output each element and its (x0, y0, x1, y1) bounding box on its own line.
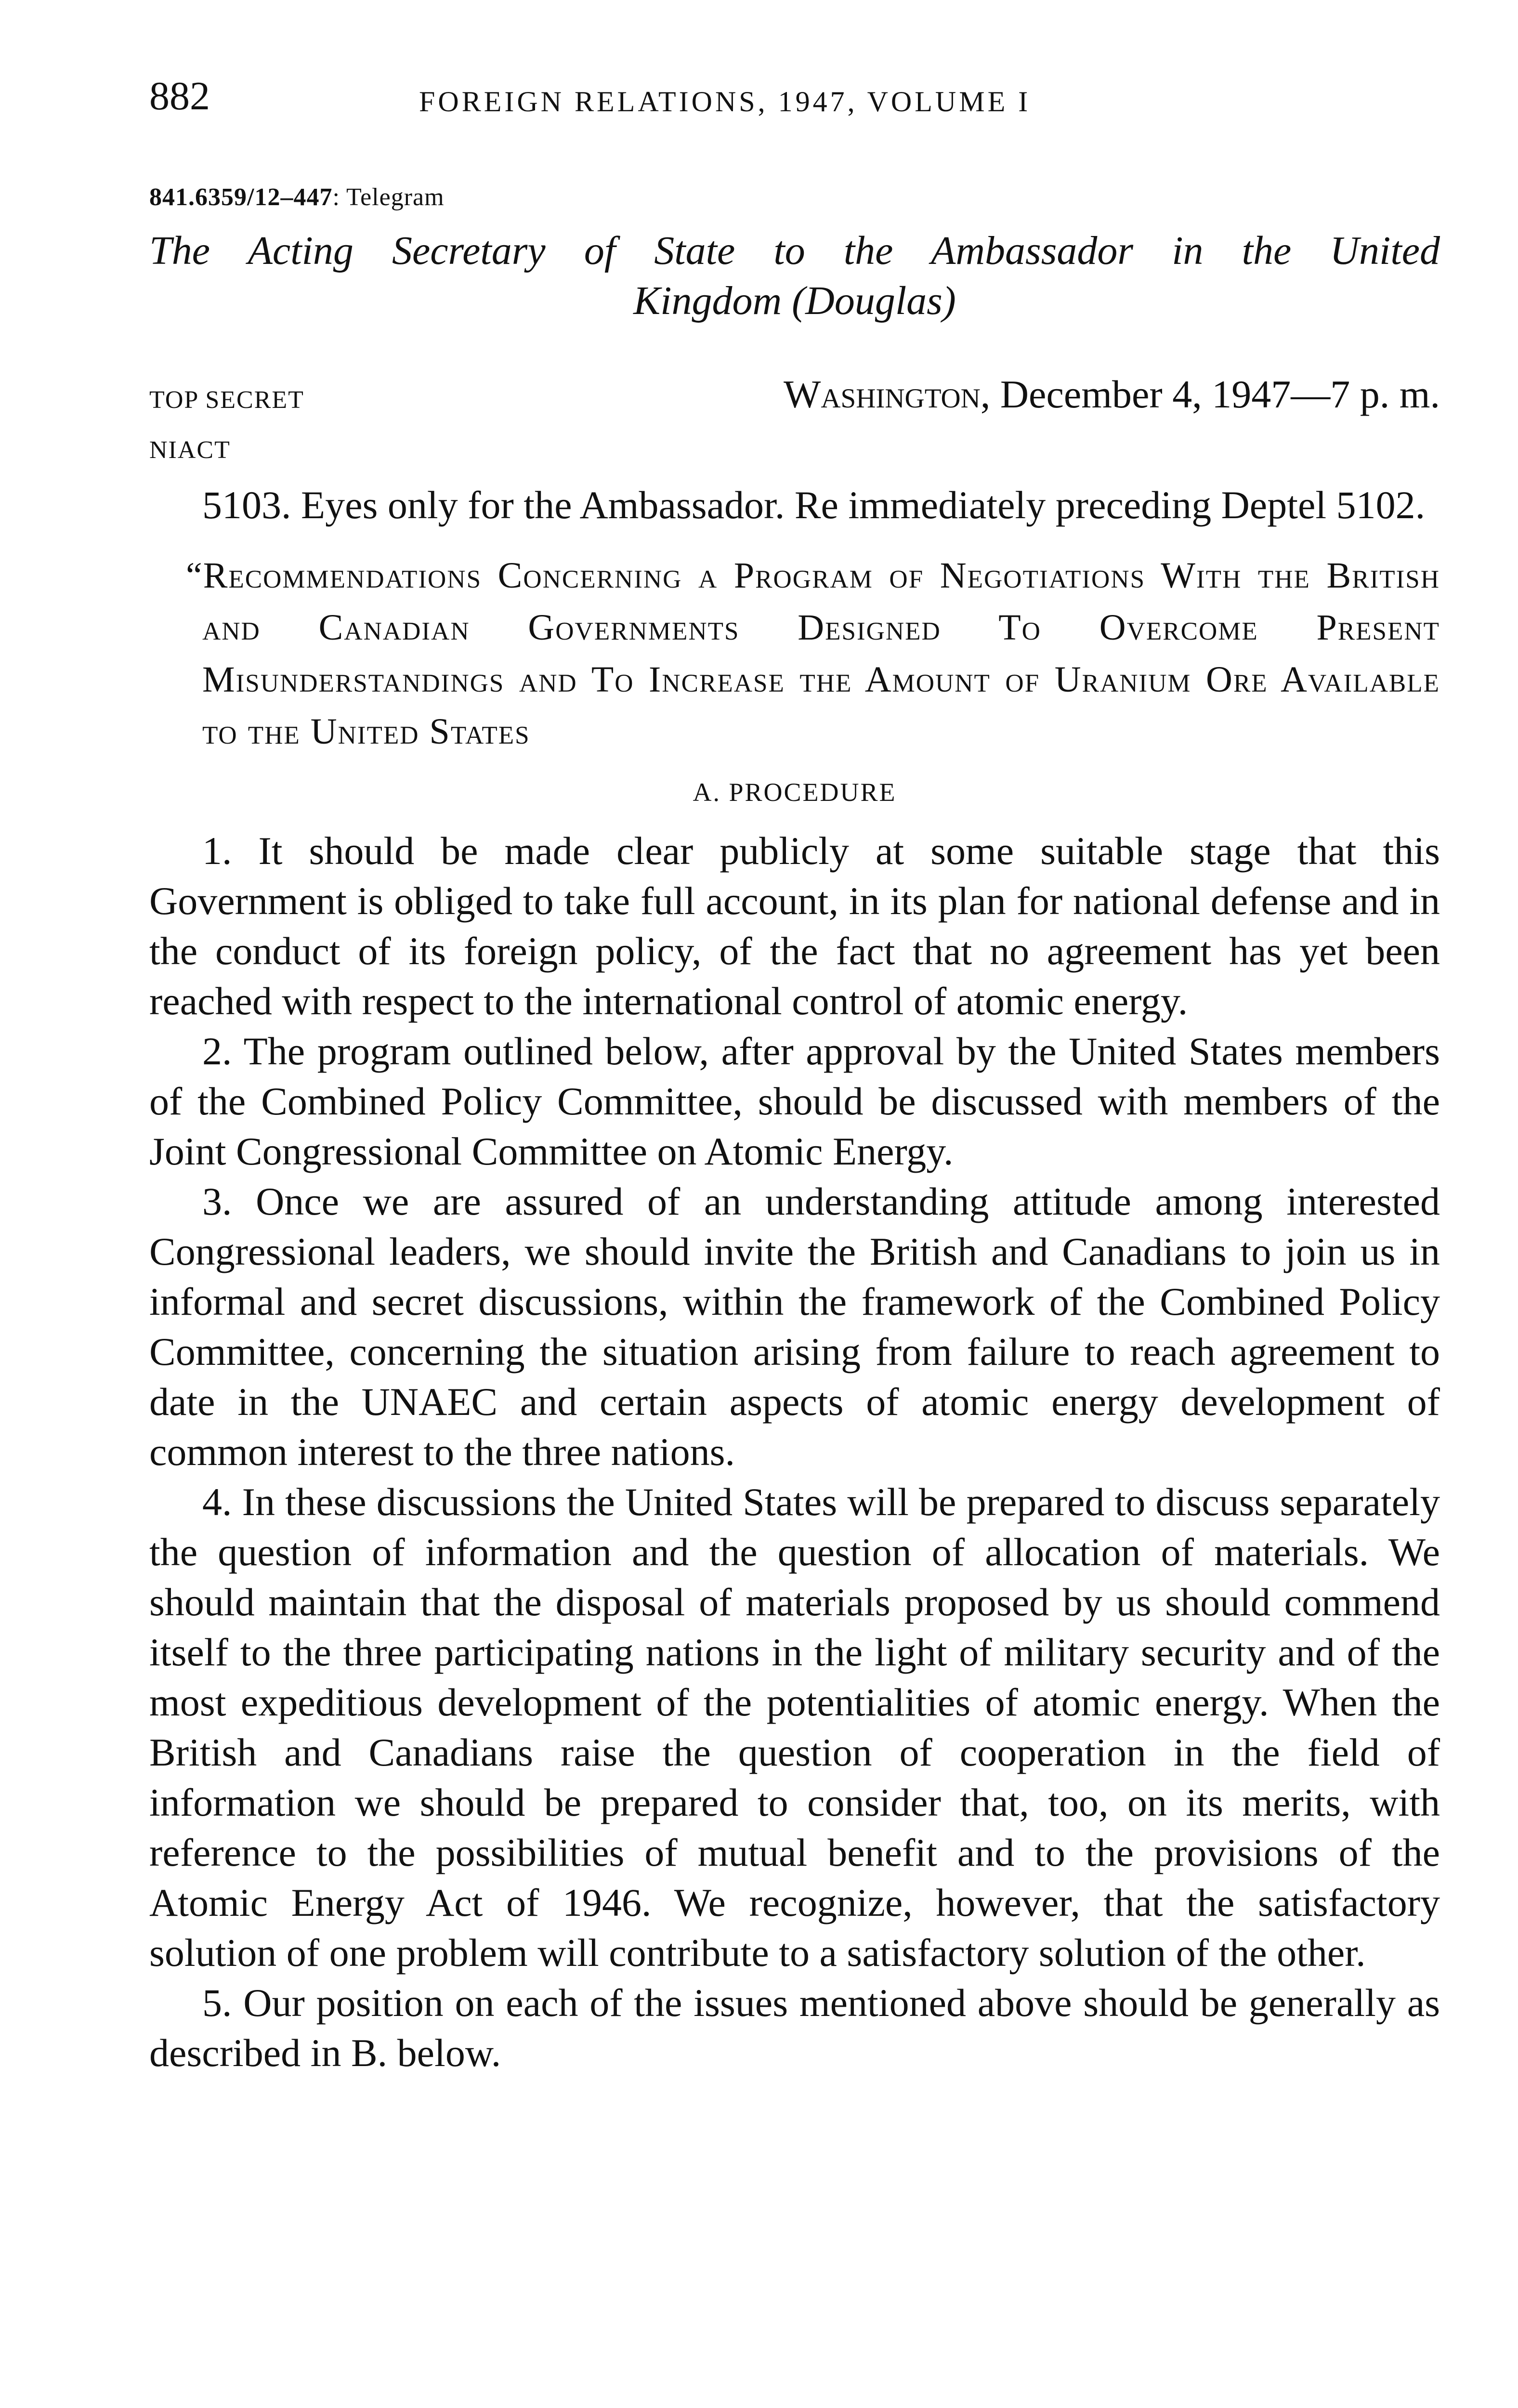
procedure-item-3: 3. Once we are assured of an understanding attitude among interested Congressional leaders, we should invite the British and Canadians to join us in informal and secret discussions, within the framework of the Combined Policy Committee, concerning the situation arising from failure to reach agreement to date in the UNAEC and certain aspects of atomic energy development of common interest to the three nations. (149, 1179, 1440, 1474)
dateline (784, 369, 1440, 419)
classification-level: TOP SECRET (149, 386, 304, 414)
document-heading (149, 226, 1440, 326)
dateline-date: December 4, 1947—7 p. m. (990, 372, 1440, 416)
running-header (149, 72, 1440, 135)
procedure-item-2: 2. The program outlined below, after approval by the United States members of the Combined Policy Committee, should be discussed with members of the Joint Congressional Committee on Atomic Energy. (149, 1029, 1440, 1173)
heading-line-1: The Acting Secretary of State to the Ambassador in the United (149, 228, 1440, 273)
file-number-line (149, 183, 1440, 211)
body-text (149, 480, 1440, 530)
classification (149, 375, 304, 475)
procedure-item-5: 5. Our position on each of the issues mentioned above should be generally as described in B. below. (149, 1981, 1440, 2075)
procedure-item-1: 1. It should be made clear publicly at some suitable stage that this Government is obliged to take full account, in its plan for national defense and in the conduct of its foreign policy, of the fact that no agreement has yet been reached with respect to the international control of atomic energy. (149, 829, 1440, 1023)
file-number: 841.6359/12–447 (149, 183, 333, 211)
intro-paragraph: 5103. Eyes only for the Ambassador. Re immediately preceding Deptel 5102. (202, 483, 1426, 527)
file-type: : Telegram (332, 183, 445, 211)
procedure-items (149, 826, 1440, 2078)
dateline-place: Washington, (783, 372, 991, 416)
page-number: 882 (149, 74, 210, 118)
heading-line-2: Kingdom (Douglas) (633, 278, 956, 323)
section-heading: A. PROCEDURE (693, 778, 897, 807)
procedure-item-4: 4. In these discussions the United States will be prepared to discuss separately the question of information and the question of allocation of materials. We should maintain that the disposal of materials proposed by us should commend itself to the three participating nations in the light of military security and of the most expeditious development of the potentialities of atomic energy. When the British and Canadians raise the question of cooperation in the field of information we should be prepared to consider that, too, on its merits, with reference to the possibilities of mutual benefit and to the provisions of the Atomic Energy Act of 1946. We recognize, however, that the satisfactory solution of one problem will contribute to a satisfactory solution of the other. (149, 1480, 1440, 1975)
telegram-meta (149, 369, 1440, 480)
precedence-marker: NIACT (149, 436, 231, 464)
recommendations-title: “Recommendations Concerning a Program of Negotiations With the British and Canadian Governments Designed To Overcome Present Misunderstandings and To Increase the Amount of Uranium Ore Available to the United States (186, 555, 1440, 752)
document-page (149, 72, 1440, 2078)
running-title: FOREIGN RELATIONS, 1947, VOLUME I (419, 86, 1031, 118)
